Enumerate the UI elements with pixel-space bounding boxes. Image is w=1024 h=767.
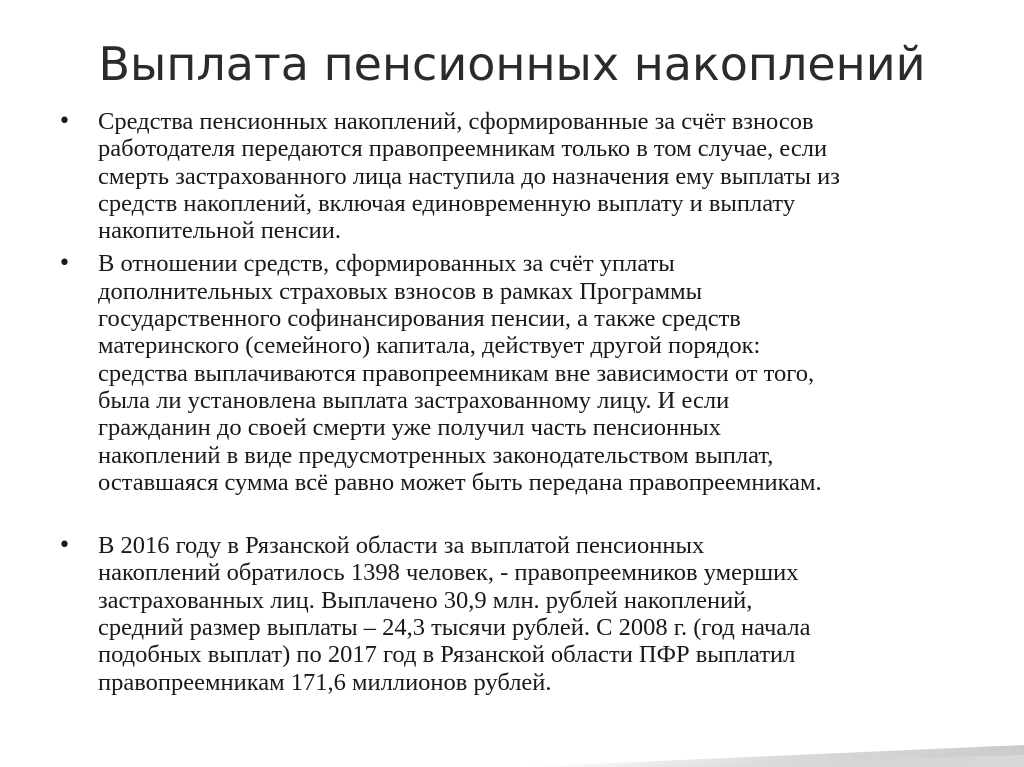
bullet-1-line-2: работодателя передаются правопреемникам только в том случае, если <box>98 135 828 163</box>
bullet-item-1 <box>58 108 958 244</box>
slide-title: Выплата пенсионных накоплений <box>98 37 926 91</box>
bullet-3-line-3: застрахованных лиц. Выплачено 30,9 млн. рублей накоплений, <box>98 586 753 614</box>
bullet-marker: • <box>58 109 71 134</box>
bullet-marker: • <box>58 251 71 277</box>
bullet-item-2 <box>58 250 958 496</box>
bullet-2-line-2: дополнительных страховых взносов в рамках Программы <box>98 277 703 305</box>
bullet-3-line-2: накоплений обратилось 1398 человек, - правопреемников умерших <box>98 559 799 587</box>
bullet-2-line-1: В отношении средств, сформированных за счёт уплаты <box>98 250 675 278</box>
bullet-3-line-5: подобных выплат) по 2017 год в Рязанской области ПФР выплатил <box>98 641 796 669</box>
bullet-marker: • <box>58 533 71 559</box>
bullet-1-line-5: накопительной пенсии. <box>98 217 342 245</box>
bullet-2-line-8: накоплений в виде предусмотренных законодательством выплат, <box>98 441 774 469</box>
bullet-3-line-6: правопреемникам 171,6 миллионов рублей. <box>98 668 552 696</box>
bullet-3-line-1: В 2016 году в Рязанской области за выплатой пенсионных <box>98 532 705 560</box>
bullet-3-line-4: средний размер выплаты – 24,3 тысячи рублей. С 2008 г. (год начала <box>98 614 811 642</box>
bullet-1-line-3: смерть застрахованного лица наступила до назначения ему выплаты из <box>98 162 840 190</box>
bullet-2-line-3: государственного софинансирования пенсии, а также средств <box>98 305 741 333</box>
bullet-2-line-9: оставшаяся сумма всё равно может быть передана правопреемникам. <box>98 468 822 496</box>
bullet-2-line-5: средства выплачиваются правопреемникам вне зависимости от того, <box>98 359 815 387</box>
bullet-1-line-1: Средства пенсионных накоплений, сформированные за счёт взносов <box>98 108 814 135</box>
bullet-item-3 <box>58 532 958 696</box>
bullet-list <box>58 108 958 696</box>
bullet-1-line-4: средств накоплений, включая единовременную выплату и выплату <box>98 189 796 217</box>
bullet-2-line-6: была ли установлена выплата застрахованному лицу. И если <box>98 386 730 414</box>
bullet-2-line-7: гражданин до своей смерти уже получил часть пенсионных <box>98 414 721 442</box>
bullet-2-line-4: материнского (семейного) капитала, действует другой порядок: <box>98 332 761 360</box>
